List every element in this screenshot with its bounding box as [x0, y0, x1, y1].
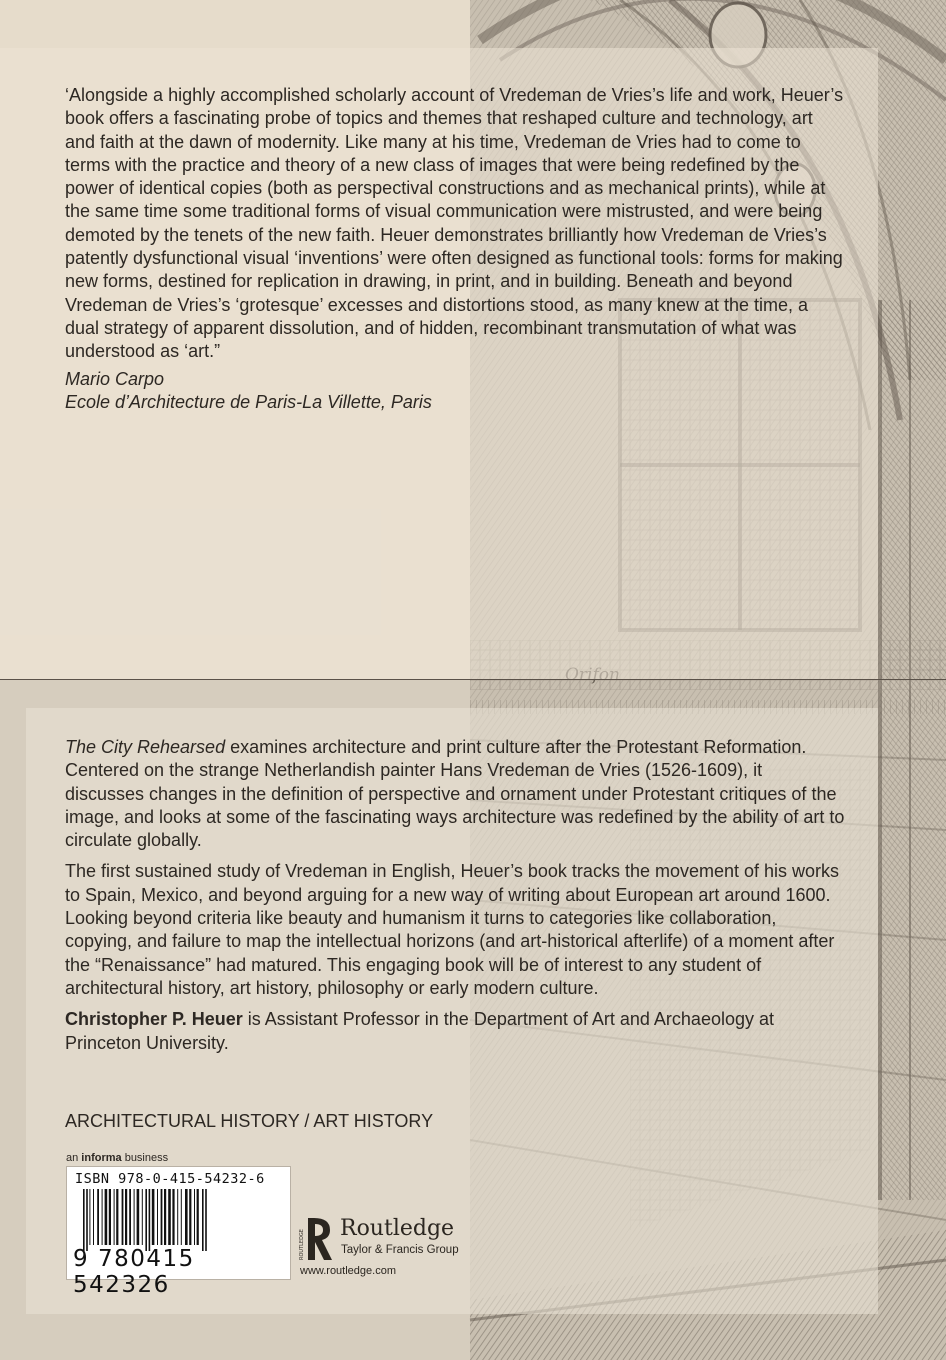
barcode-bar: [125, 1189, 127, 1245]
barcode-bar: [161, 1189, 163, 1245]
routledge-logo-icon: [300, 1216, 334, 1262]
isbn-label: ISBN 978-0-415-54232-6: [75, 1171, 265, 1187]
barcode-bar: [172, 1189, 174, 1245]
barcode-bar: [105, 1189, 108, 1245]
book-description: [65, 736, 845, 1063]
author-bio-text: is Assistant Professor in the Department of Art and Archaeology at Princeton University.: [65, 1009, 774, 1053]
barcode-bar: [205, 1189, 207, 1251]
barcode-bar: [129, 1189, 131, 1245]
ean-digits: 9 780415 542326: [73, 1246, 195, 1298]
barcode-bar: [194, 1189, 195, 1245]
publisher-subtitle: Taylor & Francis Group: [341, 1244, 459, 1256]
barcode-bar: [197, 1189, 199, 1245]
description-paragraph-2: The first sustained study of Vredeman in English, Heuer’s book tracks the movement of his works to Spain, Mexico, and beyond arguing for a new way of writing about European art around 1600. Looking beyond criteria like beauty and humanism it turns to categories like collaboration, copying, and failure to map the intellectual horizons (and art-historical afterlife) of a moment after the “Renaissance” had matured. This engaging book will be of interest to any student of architectural history, art history, philosophy or early modern culture.: [65, 861, 840, 998]
barcode-bar: [114, 1189, 115, 1245]
barcode-bar: [86, 1189, 88, 1251]
barcode-bar: [137, 1189, 140, 1245]
endorsement-quote: [65, 84, 845, 414]
quote-author: Mario Carpo: [65, 368, 165, 389]
book-title: The City Rehearsed: [65, 737, 226, 757]
barcode-bar: [152, 1189, 155, 1245]
barcode-bar: [93, 1189, 94, 1245]
barcode-bar: [185, 1189, 188, 1245]
barcode-bar: [97, 1189, 99, 1245]
barcode-bars: [81, 1189, 281, 1251]
informa-brand: informa: [81, 1152, 122, 1164]
quote-text: ‘Alongside a highly accomplished scholarly account of Vredeman de Vries’s life and work, Heuer’s book offers a fascinating probe of topics and themes that reshaped culture and technology, art and faith at the dawn of modernity. Like many at his time, Vredeman de Vries had to come to terms with the practice and theory of a new class of images that were being redefined by the power of identical copies (both as perspectival constructions and as mechanical prints), while at the same time some traditional forms of visual communication were mistrusted, and were being demoted by the tenets of the new faith. Heuer demonstrates brilliantly how Vredeman de Vries’s patently dysfunctional visual ‘inventions’ were often designed as functional tools: forms for making new forms, destined for replication in drawing, in print, and in building. Beneath and beyond Vredeman de Vries’s ‘grotesque’ excesses and distortions stood, as many knew at the time, a dual strategy of apparent dissolution, and of hidden, recombinant transmutation of what was understood as ‘art.”: [65, 85, 844, 362]
section-divider: [0, 679, 946, 680]
barcode-bar: [122, 1189, 124, 1245]
description-paragraph-1: [65, 736, 845, 852]
barcode-bar: [142, 1189, 143, 1245]
barcode-bar: [157, 1189, 158, 1245]
barcode-bar: [89, 1189, 90, 1245]
author-bio: [65, 1008, 845, 1055]
barcode-bar: [202, 1189, 204, 1251]
barcode-bar: [109, 1189, 111, 1245]
barcode-bar: [164, 1189, 166, 1245]
barcode-bar: [134, 1189, 135, 1245]
barcode-bar: [145, 1189, 147, 1251]
subject-category: ARCHITECTURAL HISTORY / ART HISTORY: [65, 1111, 434, 1131]
barcode-bar: [149, 1189, 151, 1251]
barcode-bar: [102, 1189, 103, 1245]
publisher-name: Routledge: [340, 1216, 455, 1241]
publisher-vertical-text: ROUTLEDGE: [299, 1229, 305, 1260]
informa-business-label: an informa business: [66, 1152, 169, 1164]
publisher-url: www.routledge.com: [300, 1265, 396, 1277]
barcode-bar: [181, 1189, 182, 1245]
description-paragraph-1-text: examines architecture and print culture after the Protestant Reformation. Centered on the strange Netherlandish painter Hans Vredeman de Vries (1526-1609), it discusses changes in the definition of perspective and ornament under Protestant critiques of the image, and looks at some of the fascinating ways architecture was redefined by the ability of art to circulate globally.: [65, 737, 845, 851]
barcode-bar: [189, 1189, 191, 1245]
isbn-barcode: [66, 1166, 291, 1298]
barcode-bar: [116, 1189, 118, 1245]
quote-affiliation: Ecole d’Architecture de Paris-La Villette, Paris: [65, 391, 432, 412]
author-name: Christopher P. Heuer: [65, 1009, 243, 1030]
barcode-bar: [177, 1189, 178, 1245]
barcode-bar: [83, 1189, 85, 1251]
barcode-bar: [168, 1189, 171, 1245]
